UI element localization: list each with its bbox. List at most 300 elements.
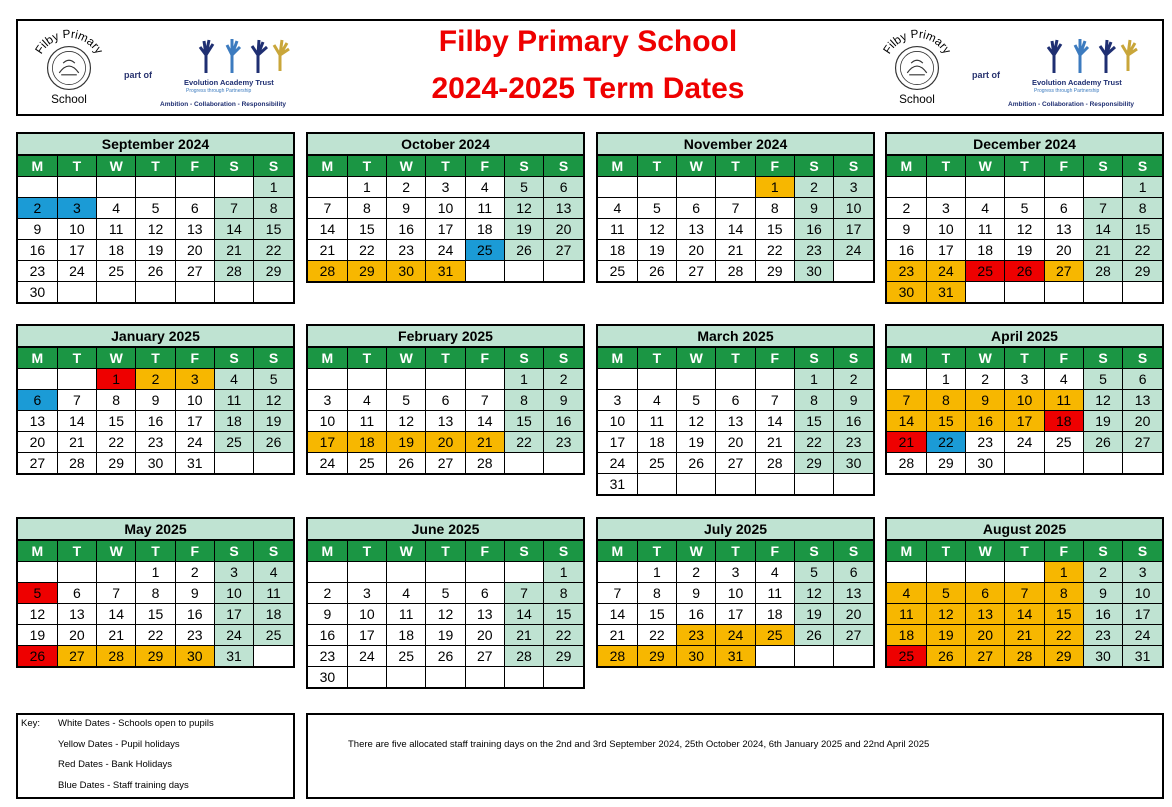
week-row (598, 432, 873, 453)
day-cell: 15 (755, 219, 794, 240)
day-cell: 29 (1044, 646, 1083, 667)
day-cell: 7 (504, 583, 543, 604)
day-cell: 17 (1005, 411, 1044, 432)
weekday-header: T (426, 156, 465, 177)
day-cell: 26 (677, 453, 716, 474)
day-cell: 14 (465, 411, 504, 432)
day-cell: 22 (254, 240, 293, 261)
day-cell: 31 (175, 453, 214, 474)
school-emblem-icon (30, 28, 108, 108)
day-cell: 14 (598, 604, 637, 625)
weekday-header: W (97, 348, 136, 369)
day-cell: 24 (426, 240, 465, 261)
day-cell: 28 (465, 453, 504, 474)
day-cell: 17 (598, 432, 637, 453)
day-cell: 9 (887, 219, 926, 240)
day-cell: 23 (544, 432, 583, 453)
day-cell: 14 (887, 411, 926, 432)
day-cell: 29 (926, 453, 965, 474)
day-cell: 9 (544, 390, 583, 411)
day-cell (504, 562, 543, 583)
day-cell: 3 (598, 390, 637, 411)
day-cell: 19 (1083, 411, 1122, 432)
day-cell: 18 (347, 432, 386, 453)
day-cell: 10 (1123, 583, 1162, 604)
day-cell: 13 (175, 219, 214, 240)
day-cell: 7 (598, 583, 637, 604)
day-cell: 9 (136, 390, 175, 411)
day-cell: 24 (1123, 625, 1162, 646)
month-calendar (885, 324, 1164, 475)
weekday-header: S (1083, 348, 1122, 369)
page-subtitle: 2024-2025 Term Dates (431, 72, 745, 105)
day-cell: 4 (347, 390, 386, 411)
day-cell: 29 (254, 261, 293, 282)
day-cell: 27 (1123, 432, 1162, 453)
day-cell: 10 (214, 583, 253, 604)
day-cell: 29 (347, 261, 386, 282)
day-cell: 25 (347, 453, 386, 474)
day-cell: 8 (926, 390, 965, 411)
weekday-header: F (755, 541, 794, 562)
day-cell: 6 (57, 583, 96, 604)
day-cell: 20 (1123, 411, 1162, 432)
day-cell: 6 (1044, 198, 1083, 219)
day-cell: 13 (966, 604, 1005, 625)
day-cell: 9 (175, 583, 214, 604)
weekday-header: M (887, 156, 926, 177)
weekday-header-row (598, 156, 873, 177)
week-row (598, 474, 873, 495)
weekday-header: T (926, 348, 965, 369)
weekday-header: M (308, 348, 347, 369)
day-cell: 20 (18, 432, 57, 453)
part-of-label: part of (972, 70, 1000, 80)
week-row (887, 219, 1162, 240)
weekday-header: S (794, 541, 833, 562)
weekday-header: S (504, 156, 543, 177)
day-cell: 26 (254, 432, 293, 453)
trust-hands-icon (1032, 35, 1142, 75)
day-cell: 20 (57, 625, 96, 646)
day-cell: 4 (1044, 369, 1083, 390)
day-cell: 3 (834, 177, 873, 198)
day-cell: 11 (966, 219, 1005, 240)
week-row (887, 198, 1162, 219)
weekday-header: M (598, 348, 637, 369)
day-cell (1083, 453, 1122, 474)
day-cell (57, 369, 96, 390)
day-cell: 2 (966, 369, 1005, 390)
week-row (18, 390, 293, 411)
week-row (308, 390, 583, 411)
day-cell: 16 (544, 411, 583, 432)
weekday-header: S (794, 156, 833, 177)
day-cell: 29 (755, 261, 794, 282)
day-cell: 3 (308, 390, 347, 411)
weekday-header: S (1083, 156, 1122, 177)
day-cell: 10 (926, 219, 965, 240)
day-cell (347, 667, 386, 688)
day-cell: 4 (637, 390, 676, 411)
day-cell: 13 (1044, 219, 1083, 240)
day-cell: 8 (347, 198, 386, 219)
day-cell: 11 (387, 604, 426, 625)
day-cell: 1 (1123, 177, 1162, 198)
day-cell: 19 (18, 625, 57, 646)
day-cell: 10 (57, 219, 96, 240)
day-cell: 30 (175, 646, 214, 667)
day-cell: 8 (544, 583, 583, 604)
day-cell: 16 (387, 219, 426, 240)
weekday-header: T (926, 541, 965, 562)
day-cell: 4 (387, 583, 426, 604)
trust-tagline: Progress through Partnership (186, 88, 252, 94)
day-cell: 17 (308, 432, 347, 453)
svg-text:Filby Primary (881, 28, 954, 56)
weekday-header: F (755, 348, 794, 369)
day-cell (794, 646, 833, 667)
day-cell: 30 (887, 282, 926, 303)
day-cell: 2 (834, 369, 873, 390)
day-cell: 14 (97, 604, 136, 625)
day-cell: 6 (465, 583, 504, 604)
day-cell (387, 562, 426, 583)
day-cell (887, 177, 926, 198)
weekday-header: F (1044, 348, 1083, 369)
day-cell: 21 (308, 240, 347, 261)
day-cell: 7 (1005, 583, 1044, 604)
day-cell: 24 (926, 261, 965, 282)
weekday-header: S (254, 156, 293, 177)
week-row (598, 604, 873, 625)
weekday-header: T (1005, 156, 1044, 177)
day-cell: 2 (794, 177, 833, 198)
day-cell: 18 (465, 219, 504, 240)
weekday-header: M (18, 156, 57, 177)
weekday-header: T (426, 348, 465, 369)
day-cell: 21 (504, 625, 543, 646)
week-row (18, 198, 293, 219)
weekday-header-row (18, 541, 293, 562)
day-cell: 5 (254, 369, 293, 390)
weekday-header: M (308, 541, 347, 562)
weekday-header: W (677, 541, 716, 562)
day-cell: 22 (926, 432, 965, 453)
day-cell: 12 (677, 411, 716, 432)
day-cell: 8 (1044, 583, 1083, 604)
day-cell: 17 (175, 411, 214, 432)
day-cell: 1 (1044, 562, 1083, 583)
day-cell (308, 177, 347, 198)
week-row (308, 667, 583, 688)
day-cell: 23 (175, 625, 214, 646)
month-table (598, 540, 873, 666)
day-cell: 14 (504, 604, 543, 625)
day-cell: 20 (716, 432, 755, 453)
day-cell (716, 369, 755, 390)
day-cell: 1 (504, 369, 543, 390)
weekday-header: T (637, 348, 676, 369)
day-cell (254, 453, 293, 474)
day-cell: 14 (1005, 604, 1044, 625)
day-cell (214, 177, 253, 198)
day-cell: 18 (254, 604, 293, 625)
week-row (308, 411, 583, 432)
weekday-header: W (966, 156, 1005, 177)
day-cell: 30 (18, 282, 57, 303)
week-row (18, 562, 293, 583)
school-emblem-icon (878, 28, 956, 108)
weekday-header: T (57, 156, 96, 177)
day-cell: 24 (347, 646, 386, 667)
week-row (598, 261, 873, 282)
day-cell: 5 (387, 390, 426, 411)
day-cell: 30 (834, 453, 873, 474)
day-cell (677, 474, 716, 495)
day-cell: 9 (794, 198, 833, 219)
page-title: Filby Primary School (438, 25, 738, 58)
day-cell: 26 (794, 625, 833, 646)
day-cell: 25 (97, 261, 136, 282)
day-cell: 5 (504, 177, 543, 198)
day-cell: 4 (254, 562, 293, 583)
day-cell: 15 (136, 604, 175, 625)
week-row (308, 432, 583, 453)
day-cell: 1 (136, 562, 175, 583)
weekday-header: T (716, 156, 755, 177)
day-cell: 6 (834, 562, 873, 583)
day-cell: 10 (834, 198, 873, 219)
day-cell: 19 (926, 625, 965, 646)
day-cell: 29 (637, 646, 676, 667)
day-cell: 4 (755, 562, 794, 583)
day-cell: 3 (926, 198, 965, 219)
day-cell: 5 (794, 562, 833, 583)
day-cell: 7 (97, 583, 136, 604)
weekday-header: S (794, 348, 833, 369)
week-row (308, 562, 583, 583)
week-row (887, 261, 1162, 282)
day-cell: 22 (1044, 625, 1083, 646)
weekday-header: W (387, 541, 426, 562)
day-cell (97, 282, 136, 303)
month-title: January 2025 (18, 326, 293, 347)
week-row (18, 261, 293, 282)
day-cell: 16 (966, 411, 1005, 432)
month-title: December 2024 (887, 134, 1162, 155)
weekday-header: S (544, 541, 583, 562)
weekday-header: F (175, 348, 214, 369)
day-cell: 1 (637, 562, 676, 583)
day-cell (1044, 453, 1083, 474)
note-text: There are five allocated staff training days on the 2nd and 3rd September 2024, 25th October 2024, 6th January 2025 and 22nd April 2025 (348, 739, 930, 750)
month-title: June 2025 (308, 519, 583, 540)
day-cell: 5 (426, 583, 465, 604)
day-cell: 15 (637, 604, 676, 625)
day-cell: 26 (637, 261, 676, 282)
weekday-header-row (308, 541, 583, 562)
day-cell: 1 (794, 369, 833, 390)
weekday-header: F (175, 156, 214, 177)
weekday-header-row (308, 156, 583, 177)
day-cell: 14 (308, 219, 347, 240)
day-cell: 4 (598, 198, 637, 219)
day-cell: 2 (387, 177, 426, 198)
day-cell (254, 646, 293, 667)
day-cell: 28 (716, 261, 755, 282)
day-cell (637, 177, 676, 198)
day-cell: 22 (136, 625, 175, 646)
day-cell: 30 (677, 646, 716, 667)
day-cell: 31 (598, 474, 637, 495)
school-logo-left (24, 21, 344, 114)
weekday-header: T (716, 541, 755, 562)
day-cell: 25 (598, 261, 637, 282)
weekday-header-row (887, 156, 1162, 177)
day-cell: 26 (504, 240, 543, 261)
week-row (887, 453, 1162, 474)
weekday-header: T (637, 541, 676, 562)
day-cell: 21 (887, 432, 926, 453)
day-cell: 21 (465, 432, 504, 453)
day-cell: 5 (1083, 369, 1122, 390)
day-cell: 5 (926, 583, 965, 604)
month-calendar (596, 324, 875, 496)
day-cell: 16 (136, 411, 175, 432)
month-title: February 2025 (308, 326, 583, 347)
day-cell: 6 (18, 390, 57, 411)
day-cell: 28 (755, 453, 794, 474)
day-cell: 20 (465, 625, 504, 646)
day-cell (18, 177, 57, 198)
month-calendar (596, 132, 875, 283)
weekday-header: F (465, 156, 504, 177)
day-cell: 3 (347, 583, 386, 604)
weekday-header: T (136, 348, 175, 369)
day-cell: 27 (465, 646, 504, 667)
week-row (18, 240, 293, 261)
day-cell: 18 (1044, 411, 1083, 432)
weekday-header: T (136, 541, 175, 562)
weekday-header-row (18, 156, 293, 177)
day-cell (136, 177, 175, 198)
day-cell: 17 (834, 219, 873, 240)
day-cell: 23 (18, 261, 57, 282)
day-cell: 30 (966, 453, 1005, 474)
day-cell: 23 (966, 432, 1005, 453)
day-cell: 25 (1044, 432, 1083, 453)
day-cell: 8 (254, 198, 293, 219)
day-cell: 13 (677, 219, 716, 240)
day-cell: 5 (677, 390, 716, 411)
day-cell: 14 (214, 219, 253, 240)
week-row (308, 198, 583, 219)
weekday-header: F (465, 541, 504, 562)
week-row (18, 177, 293, 198)
day-cell: 17 (347, 625, 386, 646)
day-cell (834, 646, 873, 667)
day-cell: 23 (794, 240, 833, 261)
day-cell: 24 (598, 453, 637, 474)
day-cell: 16 (1083, 604, 1122, 625)
day-cell: 6 (175, 198, 214, 219)
day-cell: 8 (1123, 198, 1162, 219)
week-row (887, 646, 1162, 667)
day-cell: 27 (18, 453, 57, 474)
weekday-header-row (887, 541, 1162, 562)
day-cell: 13 (716, 411, 755, 432)
day-cell: 19 (504, 219, 543, 240)
day-cell: 24 (834, 240, 873, 261)
day-cell: 2 (308, 583, 347, 604)
day-cell: 2 (544, 369, 583, 390)
day-cell (18, 369, 57, 390)
trust-name: Evolution Academy Trust (184, 78, 274, 87)
day-cell: 21 (57, 432, 96, 453)
week-row (18, 411, 293, 432)
day-cell (347, 369, 386, 390)
day-cell: 26 (18, 646, 57, 667)
week-row (887, 282, 1162, 303)
day-cell: 14 (755, 411, 794, 432)
day-cell: 4 (966, 198, 1005, 219)
day-cell: 28 (57, 453, 96, 474)
day-cell: 3 (57, 198, 96, 219)
day-cell (97, 177, 136, 198)
school-name-top: Filby Primary (880, 28, 954, 57)
month-title: August 2025 (887, 519, 1162, 540)
day-cell (308, 369, 347, 390)
week-row (18, 219, 293, 240)
day-cell: 25 (887, 646, 926, 667)
day-cell (598, 177, 637, 198)
day-cell: 15 (254, 219, 293, 240)
day-cell: 3 (214, 562, 253, 583)
weekday-header: S (214, 541, 253, 562)
day-cell: 22 (504, 432, 543, 453)
day-cell: 11 (214, 390, 253, 411)
day-cell: 24 (57, 261, 96, 282)
day-cell: 20 (834, 604, 873, 625)
day-cell: 7 (57, 390, 96, 411)
week-row (18, 583, 293, 604)
day-cell: 1 (926, 369, 965, 390)
day-cell: 17 (926, 240, 965, 261)
weekday-header-row (18, 348, 293, 369)
day-cell (926, 177, 965, 198)
day-cell: 24 (1005, 432, 1044, 453)
day-cell: 29 (136, 646, 175, 667)
weekday-header: T (1005, 348, 1044, 369)
day-cell: 31 (716, 646, 755, 667)
weekday-header-row (887, 348, 1162, 369)
week-row (598, 240, 873, 261)
day-cell: 13 (18, 411, 57, 432)
day-cell: 25 (637, 453, 676, 474)
day-cell (966, 562, 1005, 583)
day-cell: 10 (716, 583, 755, 604)
day-cell: 1 (254, 177, 293, 198)
day-cell: 17 (57, 240, 96, 261)
weekday-header: T (57, 541, 96, 562)
day-cell: 12 (794, 583, 833, 604)
day-cell: 9 (387, 198, 426, 219)
day-cell: 11 (598, 219, 637, 240)
day-cell: 12 (1005, 219, 1044, 240)
day-cell: 27 (426, 453, 465, 474)
weekday-header: F (175, 541, 214, 562)
